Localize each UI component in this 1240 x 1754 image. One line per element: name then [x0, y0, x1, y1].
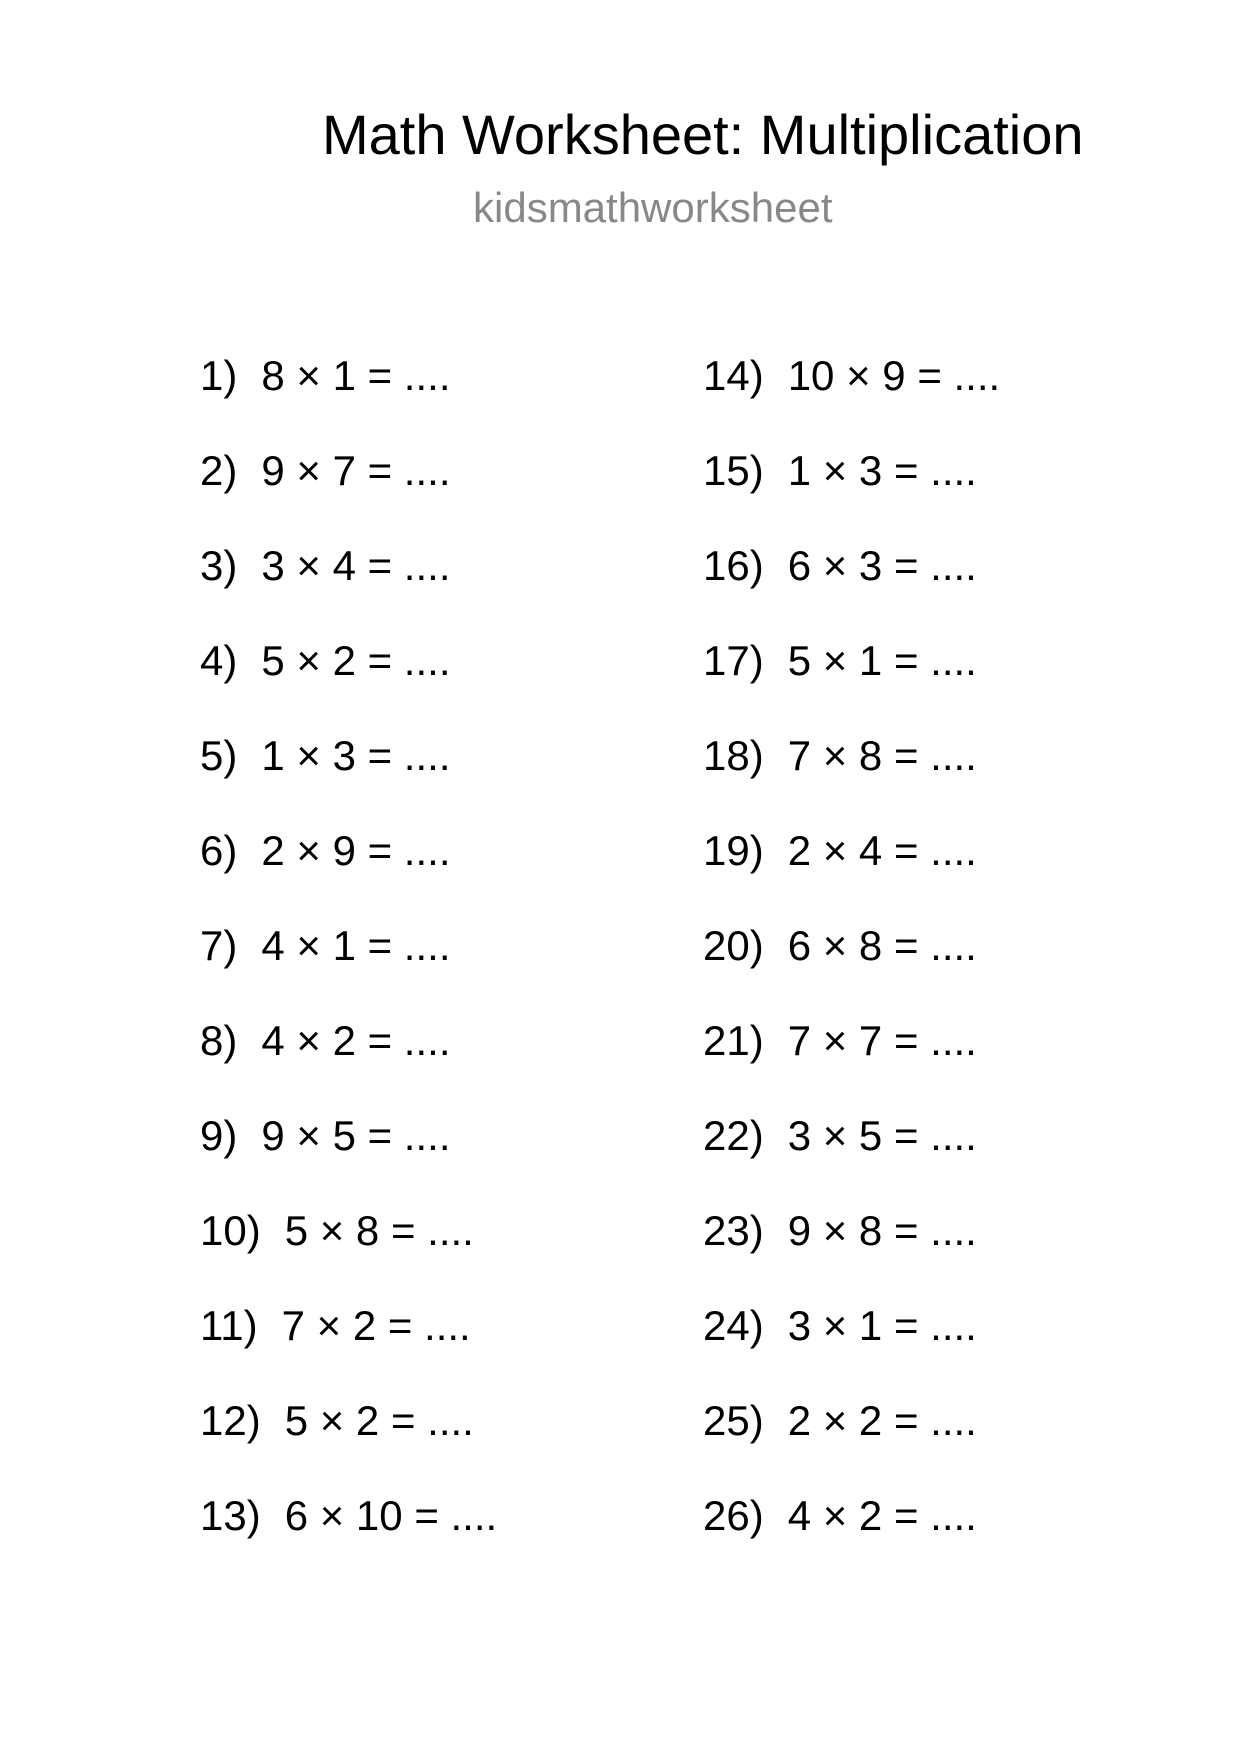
problem-item — [703, 631, 977, 691]
problem-expression: 9 × 8 = .... — [787, 1207, 977, 1254]
problem-item — [200, 1201, 474, 1261]
problem-number: 9) — [200, 1112, 238, 1159]
worksheet-title: Math Worksheet: Multiplication — [322, 103, 1084, 166]
problem-item — [703, 441, 977, 501]
problem-item — [200, 441, 450, 501]
problem-item — [200, 536, 450, 596]
problem-number: 15) — [703, 447, 764, 494]
problem-item — [703, 1486, 977, 1546]
problem-item — [200, 1106, 450, 1166]
problem-item — [200, 1486, 497, 1546]
problem-expression: 3 × 4 = .... — [261, 542, 451, 589]
problem-number: 2) — [200, 447, 238, 494]
problem-number: 3) — [200, 542, 238, 589]
problem-item — [200, 916, 450, 976]
problem-item — [200, 1011, 450, 1071]
problem-number: 8) — [200, 1017, 238, 1064]
problem-expression: 6 × 10 = .... — [284, 1492, 498, 1539]
problem-number: 7) — [200, 922, 238, 969]
problem-item — [703, 1201, 977, 1261]
problem-expression: 2 × 4 = .... — [787, 827, 977, 874]
problem-number: 14) — [703, 352, 764, 399]
problem-item — [703, 1011, 977, 1071]
problem-item — [703, 726, 977, 786]
problem-number: 24) — [703, 1302, 764, 1349]
problem-item — [703, 916, 977, 976]
problem-expression: 2 × 2 = .... — [787, 1397, 977, 1444]
problem-expression: 1 × 3 = .... — [261, 732, 451, 779]
problem-expression: 3 × 1 = .... — [787, 1302, 977, 1349]
problem-number: 17) — [703, 637, 764, 684]
problem-expression: 5 × 2 = .... — [284, 1397, 474, 1444]
problem-expression: 5 × 1 = .... — [787, 637, 977, 684]
problem-expression: 4 × 1 = .... — [261, 922, 451, 969]
problem-number: 19) — [703, 827, 764, 874]
problem-item — [703, 1106, 977, 1166]
problem-number: 5) — [200, 732, 238, 779]
problem-item — [703, 346, 1000, 406]
problem-expression: 5 × 2 = .... — [261, 637, 451, 684]
problem-item — [200, 821, 450, 881]
problem-number: 20) — [703, 922, 764, 969]
problem-item — [703, 821, 977, 881]
problem-expression: 9 × 5 = .... — [261, 1112, 451, 1159]
problem-expression: 4 × 2 = .... — [261, 1017, 451, 1064]
problem-expression: 10 × 9 = .... — [787, 352, 1001, 399]
problem-item — [703, 536, 977, 596]
problem-number: 4) — [200, 637, 238, 684]
problem-number: 1) — [200, 352, 238, 399]
problem-number: 13) — [200, 1492, 261, 1539]
problem-number: 22) — [703, 1112, 764, 1159]
worksheet-subtitle: kidsmathworksheet — [473, 184, 833, 231]
problem-number: 25) — [703, 1397, 764, 1444]
problem-number: 21) — [703, 1017, 764, 1064]
problem-number: 26) — [703, 1492, 764, 1539]
problem-number: 23) — [703, 1207, 764, 1254]
problem-number: 16) — [703, 542, 764, 589]
problem-expression: 4 × 2 = .... — [787, 1492, 977, 1539]
problem-expression: 9 × 7 = .... — [261, 447, 451, 494]
problem-expression: 3 × 5 = .... — [787, 1112, 977, 1159]
problem-number: 10) — [200, 1207, 261, 1254]
problem-item — [703, 1391, 977, 1451]
problem-item — [200, 1391, 474, 1451]
problem-expression: 8 × 1 = .... — [261, 352, 451, 399]
problem-item — [200, 346, 450, 406]
problem-expression: 6 × 3 = .... — [787, 542, 977, 589]
problem-expression: 2 × 9 = .... — [261, 827, 451, 874]
problem-number: 11) — [200, 1302, 258, 1349]
problem-item — [200, 1296, 471, 1356]
problem-expression: 1 × 3 = .... — [787, 447, 977, 494]
problem-number: 12) — [200, 1397, 261, 1444]
problem-item — [200, 726, 450, 786]
problem-item — [703, 1296, 977, 1356]
problem-item — [200, 631, 450, 691]
problem-expression: 7 × 2 = .... — [281, 1302, 471, 1349]
problem-number: 18) — [703, 732, 764, 779]
problem-expression: 7 × 8 = .... — [787, 732, 977, 779]
problem-expression: 5 × 8 = .... — [284, 1207, 474, 1254]
problem-expression: 7 × 7 = .... — [787, 1017, 977, 1064]
problem-expression: 6 × 8 = .... — [787, 922, 977, 969]
problem-number: 6) — [200, 827, 238, 874]
